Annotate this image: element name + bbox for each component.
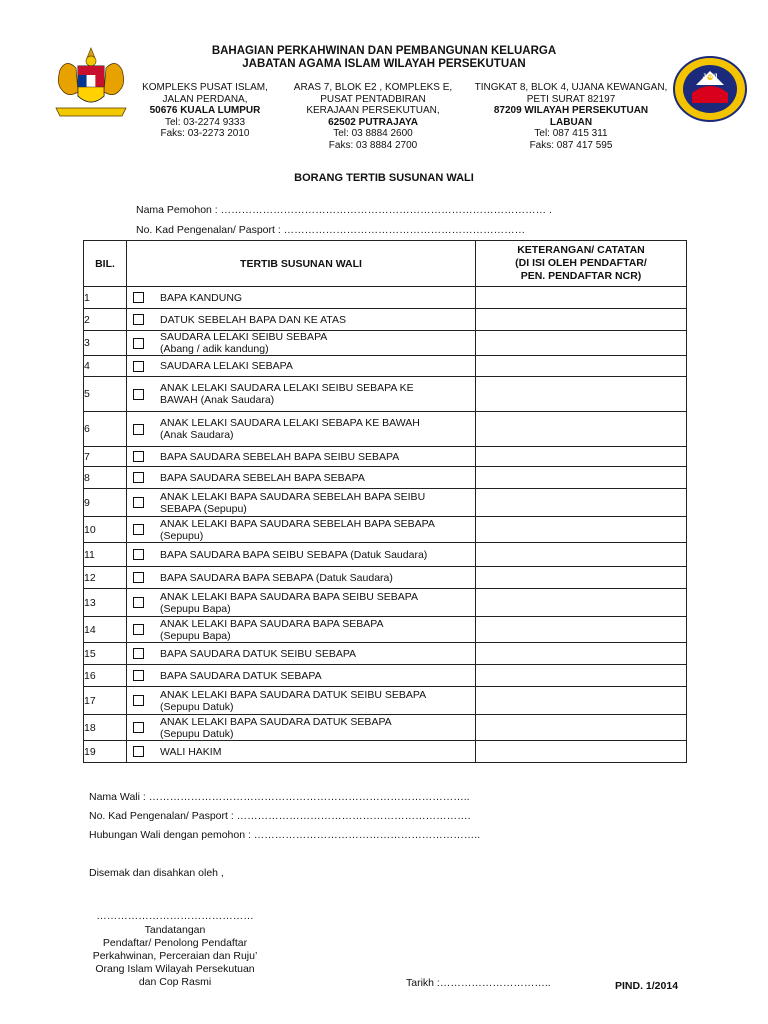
address-kuala-lumpur: KOMPLEKS PUSAT ISLAM, JALAN PERDANA, 50676 KUALA LUMPUR Tel: 03-2274 9333 Faks: 03-2273 2010 bbox=[142, 82, 268, 140]
row-guardian bbox=[127, 489, 476, 517]
table-row bbox=[84, 467, 687, 489]
row-number: 8 bbox=[84, 467, 127, 489]
guardian-label: ANAK LELAKI SAUDARA LELAKI SEBAPA KE BAWAH bbox=[160, 417, 420, 429]
row-number: 9 bbox=[84, 489, 127, 517]
row-number: 10 bbox=[84, 517, 127, 543]
guardian-label: BAPA SAUDARA BAPA SEIBU SEBAPA (Datuk Saudara) bbox=[160, 548, 428, 561]
signature-line: ……………………………………… bbox=[96, 910, 254, 922]
guardian-label: ANAK LELAKI BAPA SAUDARA BAPA SEIBU SEBAPA bbox=[160, 590, 418, 603]
table-row bbox=[84, 489, 687, 517]
guardian-note: (Anak Saudara) bbox=[160, 429, 234, 441]
guardian-label: ANAK LELAKI SAUDARA LELAKI SEIBU SEBAPA KE bbox=[160, 382, 414, 394]
guardian-label: ANAK LELAKI BAPA SAUDARA DATUK SEIBU SEBAPA bbox=[160, 688, 427, 701]
row-remarks-cell[interactable] bbox=[476, 741, 687, 763]
row-number: 13 bbox=[84, 589, 127, 617]
row-guardian bbox=[127, 665, 476, 687]
table-row bbox=[84, 665, 687, 687]
row-guardian bbox=[127, 309, 476, 331]
form-title: BORANG TERTIB SUSUNAN WALI bbox=[294, 172, 474, 184]
checkbox[interactable] bbox=[133, 524, 144, 535]
guardian-label: SAUDARA LELAKI SEIBU SEBAPA bbox=[160, 331, 328, 343]
row-number: 7 bbox=[84, 447, 127, 467]
table-row bbox=[84, 412, 687, 447]
checkbox[interactable] bbox=[133, 549, 144, 560]
row-remarks-cell[interactable] bbox=[476, 412, 687, 447]
checkbox[interactable] bbox=[133, 314, 144, 325]
table-row bbox=[84, 356, 687, 377]
wali-name-field: Nama Wali : ……………………………………………………………………………….. bbox=[89, 791, 470, 803]
row-remarks-cell[interactable] bbox=[476, 543, 687, 567]
checkbox[interactable] bbox=[133, 424, 144, 435]
wali-relationship-field: Hubungan Wali dengan pemohon : ……………………………………………………….. bbox=[89, 829, 481, 841]
row-guardian bbox=[127, 447, 476, 467]
verified-by-label: Disemak dan disahkan oleh , bbox=[89, 867, 224, 879]
row-guardian bbox=[127, 589, 476, 617]
row-remarks-cell[interactable] bbox=[476, 489, 687, 517]
guardian-note: BAWAH (Anak Saudara) bbox=[160, 394, 275, 406]
guardian-label: DATUK SEBELAH BAPA DAN KE ATAS bbox=[160, 313, 346, 326]
row-guardian bbox=[127, 412, 476, 447]
guardian-label: ANAK LELAKI BAPA SAUDARA SEBELAH BAPA SEIBU bbox=[160, 490, 426, 503]
row-remarks-cell[interactable] bbox=[476, 331, 687, 356]
row-guardian bbox=[127, 356, 476, 377]
table-row bbox=[84, 589, 687, 617]
checkbox[interactable] bbox=[133, 624, 144, 635]
address-putrajaya: ARAS 7, BLOK E2 , KOMPLEKS E, PUSAT PENTADBIRAN KERAJAAN PERSEKUTUAN, 62502 PUTRAJAYA Tel: 03 8884 2600 Faks: 03 8884 2700 bbox=[293, 82, 453, 151]
row-remarks-cell[interactable] bbox=[476, 567, 687, 589]
row-number: 3 bbox=[84, 331, 127, 356]
row-remarks-cell[interactable] bbox=[476, 643, 687, 665]
row-guardian bbox=[127, 331, 476, 356]
row-remarks-cell[interactable] bbox=[476, 665, 687, 687]
guardian-label: BAPA SAUDARA BAPA SEBAPA (Datuk Saudara) bbox=[160, 571, 393, 584]
row-guardian bbox=[127, 715, 476, 741]
checkbox[interactable] bbox=[133, 670, 144, 681]
guardian-label: BAPA SAUDARA SEBELAH BAPA SEIBU SEBAPA bbox=[160, 450, 400, 463]
header-keterangan: KETERANGAN/ CATATAN (DI ISI OLEH PENDAFTAR/ PEN. PENDAFTAR NCR) bbox=[476, 241, 687, 287]
row-guardian bbox=[127, 643, 476, 665]
guardian-label: BAPA SAUDARA DATUK SEBAPA bbox=[160, 669, 322, 682]
wali-order-table bbox=[83, 240, 687, 763]
row-remarks-cell[interactable] bbox=[476, 517, 687, 543]
checkbox[interactable] bbox=[133, 597, 144, 608]
row-guardian bbox=[127, 377, 476, 412]
applicant-ic-field: No. Kad Pengenalan/ Pasport : …………………………………………………………… bbox=[136, 224, 526, 236]
checkbox[interactable] bbox=[133, 338, 144, 349]
guardian-label: ANAK LELAKI BAPA SAUDARA BAPA SEBAPA bbox=[160, 617, 384, 630]
wali-ic-field: No. Kad Pengenalan/ Pasport : …………………………………………………………. bbox=[89, 810, 471, 822]
row-guardian bbox=[127, 287, 476, 309]
row-guardian bbox=[127, 543, 476, 567]
guardian-note: (Sepupu Bapa) bbox=[160, 602, 231, 615]
guardian-note: (Sepupu Datuk) bbox=[160, 700, 234, 713]
date-field: Tarikh :………………………….. bbox=[406, 977, 551, 989]
table-row bbox=[84, 287, 687, 309]
checkbox[interactable] bbox=[133, 497, 144, 508]
table-row bbox=[84, 617, 687, 643]
form-code: PIND. 1/2014 bbox=[615, 980, 679, 992]
guardian-note: (Sepupu Bapa) bbox=[160, 629, 231, 642]
checkbox[interactable] bbox=[133, 722, 144, 733]
row-remarks-cell[interactable] bbox=[476, 467, 687, 489]
row-remarks-cell[interactable] bbox=[476, 356, 687, 377]
checkbox[interactable] bbox=[133, 648, 144, 659]
row-remarks-cell[interactable] bbox=[476, 589, 687, 617]
row-remarks-cell[interactable] bbox=[476, 617, 687, 643]
row-number: 18 bbox=[84, 715, 127, 741]
row-remarks-cell[interactable] bbox=[476, 715, 687, 741]
guardian-label: ANAK LELAKI BAPA SAUDARA DATUK SEBAPA bbox=[160, 715, 392, 728]
row-number: 5 bbox=[84, 377, 127, 412]
guardian-label: ANAK LELAKI BAPA SAUDARA SEBELAH BAPA SEBAPA bbox=[160, 517, 435, 530]
row-number: 15 bbox=[84, 643, 127, 665]
checkbox[interactable] bbox=[133, 746, 144, 757]
table-row bbox=[84, 543, 687, 567]
guardian-label: BAPA KANDUNG bbox=[160, 291, 243, 304]
checkbox[interactable] bbox=[133, 451, 144, 462]
row-remarks-cell[interactable] bbox=[476, 309, 687, 331]
guardian-note: (Sepupu Datuk) bbox=[160, 727, 234, 740]
row-remarks-cell[interactable] bbox=[476, 687, 687, 715]
row-guardian bbox=[127, 687, 476, 715]
header-tertib: TERTIB SUSUNAN WALI bbox=[127, 241, 476, 287]
row-guardian bbox=[127, 517, 476, 543]
table-row bbox=[84, 741, 687, 763]
table-row bbox=[84, 377, 687, 412]
table-row bbox=[84, 643, 687, 665]
guardian-label: BAPA SAUDARA SEBELAH BAPA SEBAPA bbox=[160, 471, 365, 484]
guardian-note: (Sepupu) bbox=[160, 529, 204, 542]
row-guardian bbox=[127, 567, 476, 589]
guardian-note: (Abang / adik kandung) bbox=[160, 343, 269, 355]
row-number: 17 bbox=[84, 687, 127, 715]
row-number: 16 bbox=[84, 665, 127, 687]
row-number: 14 bbox=[84, 617, 127, 643]
table-row bbox=[84, 517, 687, 543]
row-number: 11 bbox=[84, 543, 127, 567]
table-row bbox=[84, 567, 687, 589]
row-remarks-cell[interactable] bbox=[476, 287, 687, 309]
row-guardian bbox=[127, 741, 476, 763]
row-number: 1 bbox=[84, 287, 127, 309]
row-number: 19 bbox=[84, 741, 127, 763]
row-guardian bbox=[127, 617, 476, 643]
guardian-label: BAPA SAUDARA DATUK SEIBU SEBAPA bbox=[160, 647, 357, 660]
guardian-label: WALI HAKIM bbox=[160, 745, 222, 758]
checkbox[interactable] bbox=[133, 361, 144, 372]
table-row bbox=[84, 447, 687, 467]
header-agency: JABATAN AGAMA ISLAM WILAYAH PERSEKUTUAN bbox=[242, 58, 526, 70]
guardian-label: SAUDARA LELAKI SEBAPA bbox=[160, 360, 293, 372]
table-row bbox=[84, 309, 687, 331]
header-department: BAHAGIAN PERKAHWINAN DAN PEMBANGUNAN KELUARGA bbox=[211, 45, 557, 57]
row-number: 2 bbox=[84, 309, 127, 331]
table-row bbox=[84, 715, 687, 741]
checkbox[interactable] bbox=[133, 572, 144, 583]
signature-block: Tandatangan Pendaftar/ Penolong Pendaftar Perkahwinan, Perceraian dan Ruju’ Orang Islam Wilayah Persekutuan dan Cop Rasmi bbox=[92, 924, 258, 988]
row-guardian bbox=[127, 467, 476, 489]
checkbox[interactable] bbox=[133, 389, 144, 400]
checkbox[interactable] bbox=[133, 695, 144, 706]
jawi-logo-text: JAWI bbox=[702, 74, 718, 80]
row-number: 6 bbox=[84, 412, 127, 447]
header-bil: BIL. bbox=[84, 241, 127, 287]
checkbox[interactable] bbox=[133, 472, 144, 483]
guardian-note: SEBAPA (Sepupu) bbox=[160, 502, 247, 515]
row-number: 12 bbox=[84, 567, 127, 589]
row-remarks-cell[interactable] bbox=[476, 377, 687, 412]
row-remarks-cell[interactable] bbox=[476, 447, 687, 467]
checkbox[interactable] bbox=[133, 292, 144, 303]
table-row bbox=[84, 331, 687, 356]
row-number: 4 bbox=[84, 356, 127, 377]
applicant-name-field: Nama Pemohon : ………………………………………………………………………………… . bbox=[136, 204, 552, 216]
table-row bbox=[84, 687, 687, 715]
address-labuan: TINGKAT 8, BLOK 4, UJANA KEWANGAN, PETI SURAT 82197 87209 WILAYAH PERSEKUTUAN LABUAN Tel: 087 415 311 Faks: 087 417 595 bbox=[474, 82, 668, 151]
